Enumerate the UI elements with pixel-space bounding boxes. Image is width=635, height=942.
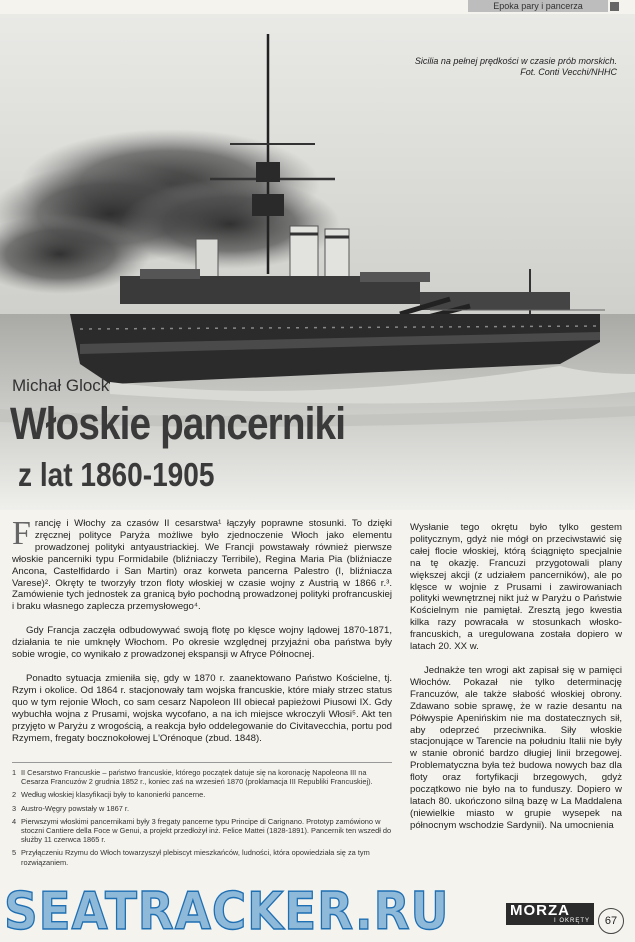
paragraph-2: Gdy Francja zaczęła odbudowywać swoją flotę po klęsce wojny lądowej 1870-1871, działania te nie umknęły Włochom. Po okresie względnej przyjaźni oba państwa były sobie wrogie, co wynikało z prowadzonej ekspansji w Afryce Północnej. [12, 625, 392, 661]
article-title: Włoskie pancerniki [10, 398, 346, 449]
logo-sub-text: I OKRĘTY [553, 918, 590, 924]
watermark: SEATRACKER.RU [4, 882, 450, 942]
footnote-number: 4 [12, 816, 17, 826]
footnote-4 [12, 817, 392, 845]
intro-paragraph [12, 515, 392, 613]
footnote-3 [12, 804, 392, 813]
footnote-text: Według włoskiej klasyfikacji były to kanonierki pancerne. [21, 790, 206, 800]
footnote-1 [12, 768, 392, 786]
right-column [410, 522, 622, 844]
right-paragraph-2: Jednakże ten wrogi akt zapisał się w pamięci Włochów. Pokazał nie tylko determinację Francuzów, ale także słabość włoskiej obrony. Zdawano sobie sprawę, że w razie desantu na Półwyspie Apenińskim nie ma dostatecznych sił, aby odeprzeć przeciwnika. Siły włoskie stacjonujące w Tarencie na południu Italii nie były w stanie obronić bardzo długiej linii brzegowej. Problematyczna była też budowa nowych baz dla floty oraz fortyfikacji brzegowych, gdyż początkowo nie było na to funduszy. Dopiero w latach 80. ukończono silną bazę w La Maddalena (niewielkie miasto w grupie wysepek na północnym wschodzie Sardynii). Na umocnienia [410, 664, 622, 831]
footnotes [12, 768, 392, 871]
footnote-text: Pierwszymi włoskimi pancernikami były 3 fregaty pancerne typu Principe di Carignano. Prototyp zamówiono w stoczni Cantiere della Foce w Genui, a projekt przedłożył inż. Felice Mattei (1828-1891). Pancernik ten wszedł do służby 11 czerwca 1865 r. [21, 816, 392, 845]
intro-text: rancję i Włochy za czasów II cesarstwa¹ łączyły poprawne stosunki. To dzięki zręcznej polityce Paryża możliwe było zjednoczenie Włoch jako elementu prowadzonej polityki antyaustriackiej. We Francji powstawały również pierwsze włoskie pancerniki typu Formidabile (bliźniaczy Terribile), Regina Maria Pia (bliźniacze Ancona, Castelfidardo i San Martin) oraz korweta pancerna Palestro (I, bliźniacza Varese)². Okręty te tworzyły trzon floty włoskiej w czasie wojny z Austrią w 1866 r.³. Zamówienie tych jednostek za granicą było pochodną prowadzonej polityki profrancuskiej i braku własnego zaplecza przemysłowego⁴. [12, 518, 392, 613]
footnote-divider [12, 762, 392, 763]
footnote-2 [12, 790, 392, 799]
drop-cap: F [12, 515, 31, 552]
footnote-number: 5 [12, 848, 17, 858]
logo-main-text: MORZA [510, 902, 570, 919]
magazine-logo [506, 903, 594, 925]
article-subtitle: z lat 1860-1905 [18, 456, 215, 493]
header-marker [610, 2, 619, 11]
section-header: Epoka pary i pancerza [468, 0, 608, 12]
footnote-text: Przyłączeniu Rzymu do Włoch towarzyszył plebiscyt mieszkańców, ludności, która opowiedziała się za tym rozwiązaniem. [21, 848, 370, 867]
footnote-5 [12, 848, 392, 866]
footnote-number: 3 [12, 803, 17, 813]
paragraph-3: Ponadto sytuacja zmieniła się, gdy w 1870 r. zaanektowano Państwo Kościelne, tj. Rzym i okolice. Od 1864 r. stacjonowały tam wojska francuskie, które miały strzec status quo w tym rejonie Włoch, co sam cesarz Napoleon III obiecał papieżowi Piusowi IX. Gdy wybuchła wojna z Prusami, wojska wycofano, a na ich miejsce wkroczyli Włosi⁵. Akt ten przyjęto w Paryżu z wrogością, a reakcja było oddelegowanie do Civitavecchia, portu pod Rzymem, fregaty bocznokołowej L'Orénoque (zbud. 1848). [12, 672, 392, 744]
photo-caption: Sicilia na pełnej prędkości w czasie prób morskich. Fot. Conti Vecchi/NHHC [414, 56, 617, 77]
footnote-text: II Cesarstwo Francuskie – państwo francuskie, którego początek datuje się na koronację Napoleona III na Cesarza Francuzów 2 grudnia 1852 r., koniec zaś na wrzesień 1870 (proklamacja III Republiki Francuskiej). [21, 768, 373, 787]
left-column [12, 515, 392, 756]
footnote-number: 1 [12, 768, 17, 777]
footnote-text: Austro-Węgry powstały w 1867 r. [21, 803, 130, 813]
page-number: 67 [598, 908, 624, 934]
article-author: Michał Glock [12, 376, 110, 395]
footnote-number: 2 [12, 790, 17, 800]
right-paragraph-1: Wysłanie tego okrętu było tylko gestem politycznym, gdyż nie mógł on przeciwstawić się całej flocie włoskiej, którą ściągnięto specjalnie na tę okazję. Francuzi przygotowali plany większej akcji (z udziałem pancerników), ale po klęsce w wojnie z Prusami i zawirowaniach polityki wewnętrznej nikt już w Paryżu o Państwie Kościelnym nie pamiętał. Zresztą jego kwestia kilka razy powracała w stosunkach włosko-francuskich, a uregulowana została dopiero w latach 20. XX w. [410, 522, 622, 653]
